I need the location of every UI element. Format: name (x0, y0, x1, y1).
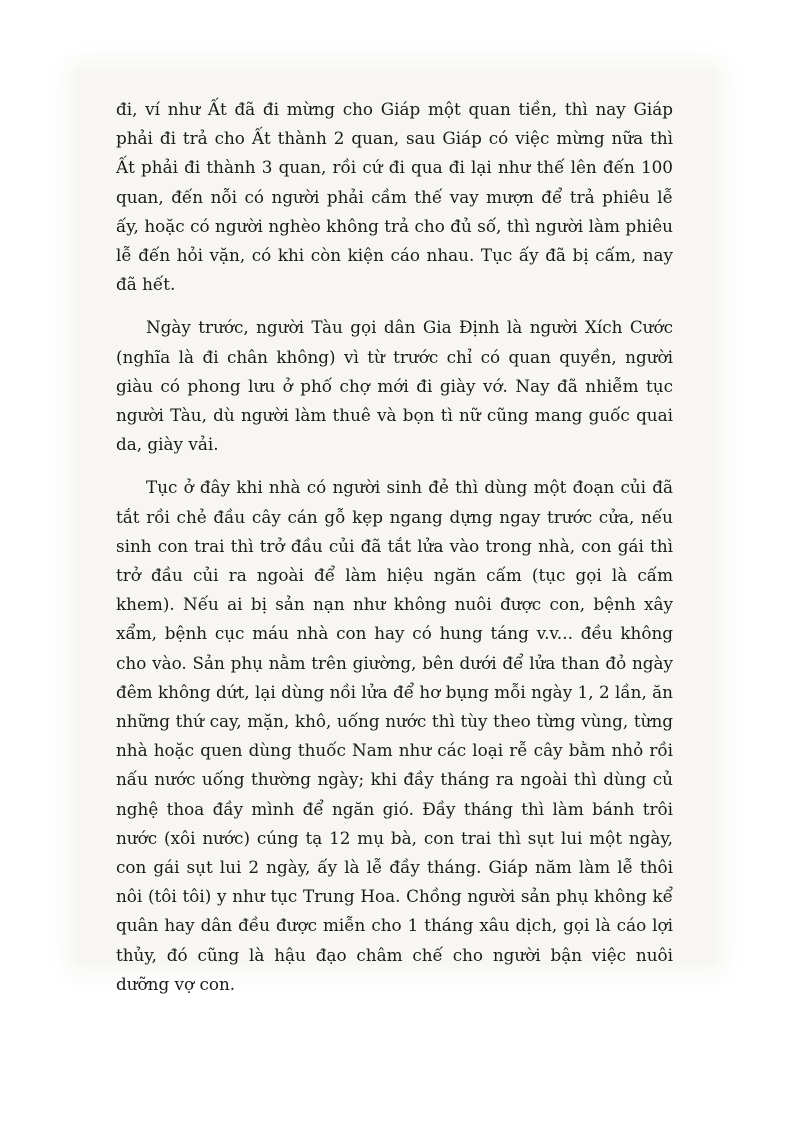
page-body-text (116, 95, 673, 1013)
paragraph-1: đi, ví như Ất đã đi mừng cho Giáp một quan tiền, thì nay Giáp phải đi trả cho Ất thành 2 quan, sau Giáp có việc mừng nữa thì Ất phải đi thành 3 quan, rồi cứ đi qua đi lại như thế lên đến 100 quan, đến nỗi có người phải cầm thế vay mượn để trả phiêu lễ ấy, hoặc có người nghèo không trả cho đủ số, thì người làm phiêu lễ đến hỏi vặn, có khi còn kiện cáo nhau. Tục ấy đã bị cấm, nay đã hết. (116, 99, 673, 295)
paragraph-3: Tục ở đây khi nhà có người sinh đẻ thì dùng một đoạn củi đã tắt rồi chẻ đầu cây cán gỗ kẹp ngang dựng ngay trước cửa, nếu sinh con trai thì trở đầu củi đã tắt lửa vào trong nhà, con gái thì trở đầu củi ra ngoài để làm hiệu ngăn cấm (tục gọi là cấm khem). Nếu ai bị sản nạn như không nuôi được con, bệnh xây xẩm, bệnh cục máu nhà con hay có hung táng v.v... đều không cho vào. Sản phụ nằm trên giường, bên dưới để lửa than đỏ ngày đêm không dứt, lại dùng nồi lửa để hơ bụng mỗi ngày 1, 2 lần, ăn những thứ cay, mặn, khô, uống nước thì tùy theo từng vùng, từng nhà hoặc quen dùng thuốc Nam như các loại rễ cây bằm nhỏ rồi nấu nước uống thường ngày; khi đầy tháng ra ngoài thì dùng củ nghệ thoa đầy mình để ngăn gió. Đầy tháng thì làm bánh trôi nước (xôi nước) cúng tạ 12 mụ bà, con trai thì sụt lui một ngày, con gái sụt lui 2 ngày, ấy là lễ đầy tháng. Giáp năm làm lễ thôi nôi (tôi tôi) y như tục Trung Hoa. Chồng người sản phụ không kể quân hay dân đều được miễn cho 1 tháng xâu dịch, gọi là cáo lợi thủy, đó cũng là hậu đạo châm chế cho người bận việc nuôi dưỡng vợ con. (116, 477, 673, 994)
paragraph-2: Ngày trước, người Tàu gọi dân Gia Định là người Xích Cước (nghĩa là đi chân không) vì từ trước chỉ có quan quyền, người giàu có phong lưu ở phố chợ mới đi giày vớ. Nay đã nhiễm tục người Tàu, dù người làm thuê và bọn tì nữ cũng mang guốc quai da, giày vải. (116, 317, 673, 455)
